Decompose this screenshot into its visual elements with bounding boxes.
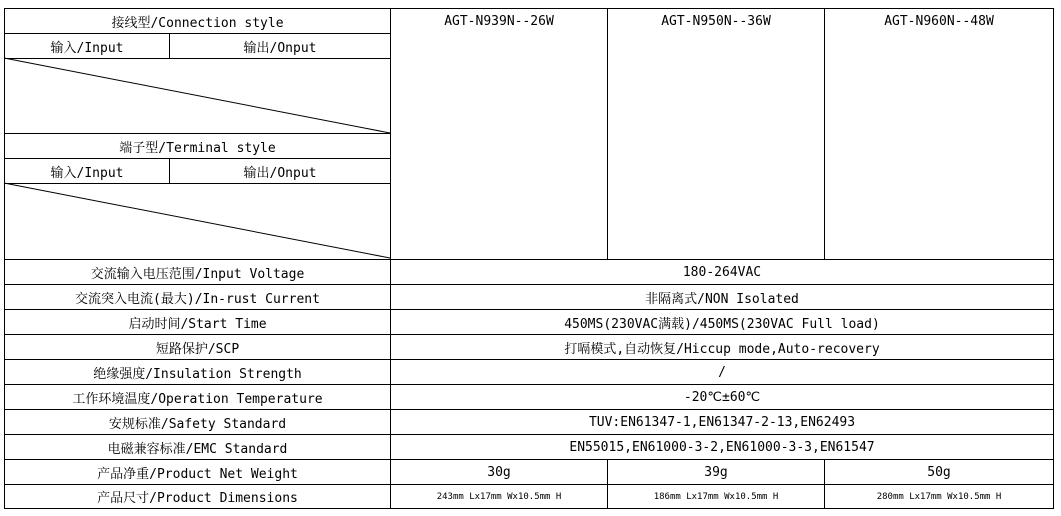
spec-value-safety-standard: TUV:EN61347-1,EN61347-2-13,EN62493 bbox=[588, 414, 856, 430]
spec-label-emc-standard: 电磁兼容标准/EMC Standard bbox=[107, 441, 288, 457]
spec-value-start-time: 450MS(230VAC满载)/450MS(230VAC Full load) bbox=[564, 316, 880, 332]
terminal-style-title: 端子型/Terminal style bbox=[119, 140, 276, 156]
weight-value-3: 50g bbox=[927, 464, 951, 480]
spec-label-scp: 短路保护/SCP bbox=[155, 341, 240, 357]
spec-label-operation-temperature: 工作环境温度/Operation Temperature bbox=[72, 391, 323, 407]
weight-value-2: 39g bbox=[704, 464, 728, 480]
spec-label-start-time: 启动时间/Start Time bbox=[128, 316, 267, 332]
dimensions-label: 产品尺寸/Product Dimensions bbox=[97, 491, 298, 506]
spec-value-operation-temperature: -20℃±60℃ bbox=[683, 389, 761, 405]
dimensions-value-1: 243mm Lx17mm Wx10.5mm H bbox=[436, 491, 562, 502]
spec-value-input-voltage: 180-264VAC bbox=[682, 264, 762, 280]
terminal-diagonal bbox=[4, 183, 390, 258]
spec-value-inrush-current: 非隔离式/NON Isolated bbox=[645, 291, 799, 307]
model-header-3: AGT-N960N--48W bbox=[884, 13, 994, 29]
spec-value-emc-standard: EN55015,EN61000-3-2,EN61000-3-3,EN61547 bbox=[569, 439, 875, 455]
spec-value-scp: 打嗝模式,自动恢复/Hiccup mode,Auto-recovery bbox=[564, 341, 880, 357]
spec-label-safety-standard: 安规标准/Safety Standard bbox=[108, 416, 287, 432]
dimensions-value-2: 186mm Lx17mm Wx10.5mm H bbox=[653, 491, 779, 502]
connection-input-label: 输入/Input bbox=[50, 40, 124, 56]
spec-label-input-voltage: 交流输入电压范围/Input Voltage bbox=[90, 266, 305, 282]
connection-output-label: 输出/Onput bbox=[243, 40, 317, 56]
spec-value-insulation: / bbox=[718, 364, 726, 380]
model-header-1: AGT-N939N--26W bbox=[444, 13, 554, 29]
weight-value-1: 30g bbox=[487, 464, 511, 480]
dimensions-value-3: 280mm Lx17mm Wx10.5mm H bbox=[876, 491, 1002, 502]
connection-diagonal bbox=[4, 58, 390, 133]
spec-label-insulation: 绝缘强度/Insulation Strength bbox=[93, 366, 302, 382]
weight-label: 产品净重/Product Net Weight bbox=[97, 466, 298, 482]
spec-label-inrush-current: 交流突入电流(最大)/In-rust Current bbox=[75, 291, 320, 307]
terminal-output-label: 输出/Onput bbox=[243, 165, 317, 181]
terminal-input-label: 输入/Input bbox=[50, 165, 124, 181]
model-header-2: AGT-N950N--36W bbox=[661, 13, 771, 29]
connection-style-header: 接线型/Connection style bbox=[111, 15, 284, 31]
